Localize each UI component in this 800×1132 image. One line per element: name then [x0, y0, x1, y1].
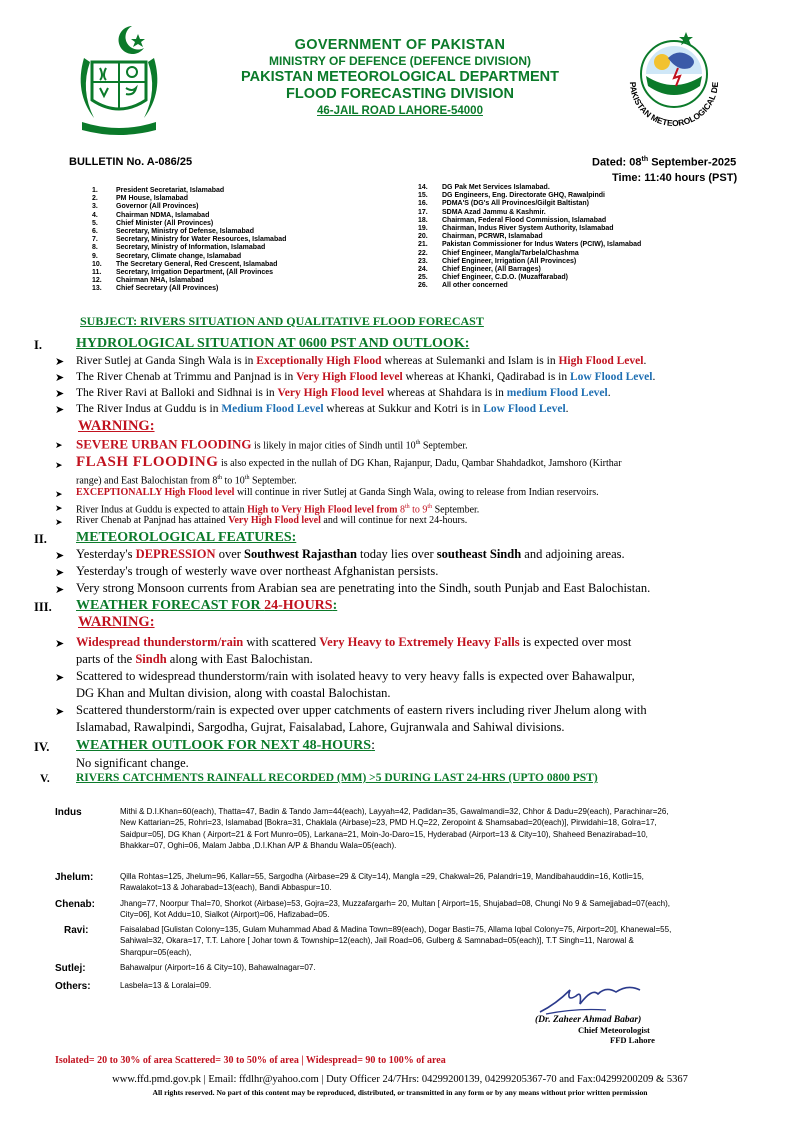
- signature-scribble: [536, 982, 646, 1018]
- distribution-item: [92, 212, 286, 220]
- header-division: FLOOD FORECASTING DIVISION: [286, 86, 514, 102]
- distribution-item-number: 17.: [418, 208, 428, 216]
- distribution-item-text: President Secretariat, Islamabad: [116, 187, 225, 194]
- svg-text:PAKISTAN METEOROLOGICAL DEPART: PAKISTAN METEOROLOGICAL DE: [627, 81, 721, 129]
- arrow-bullet-icon: ➤: [55, 672, 65, 684]
- hydro-line-sutlej: River Sutlej at Ganda Singh Wala is in Exceptionally High Flood whereas at Sulemanki and Islam is in High Flood Level.: [76, 355, 647, 367]
- forecast-scattered-cont: DG Khan and Multan division, along with coastal Balochistan.: [76, 686, 391, 700]
- distribution-item-text: Chairman NHA, Islamabad: [116, 277, 204, 285]
- distribution-item: [418, 200, 641, 208]
- rainfall-river-label: Ravi:: [64, 925, 89, 936]
- distribution-item: [92, 203, 286, 211]
- distribution-item-number: 1.: [92, 187, 98, 194]
- distribution-item-number: 9.: [92, 252, 98, 260]
- distribution-item: [418, 241, 641, 249]
- distribution-item-number: 3.: [92, 203, 98, 211]
- distribution-item-text: DG Pak Met Services Islamabad.: [442, 184, 550, 191]
- met-feature-trough: Yesterday's trough of westerly wave over northeast Afghanistan persists.: [76, 564, 439, 578]
- distribution-item-number: 12.: [92, 277, 102, 285]
- distribution-item: [92, 220, 286, 228]
- distribution-item: [92, 277, 286, 285]
- distribution-item-number: 18.: [418, 216, 428, 224]
- warning-indus-guddu: River Indus at Guddu is expected to attain High to Very High Flood level from 8th to 9th September.: [76, 504, 480, 516]
- hydro-line-ravi: The River Ravi at Balloki and Sidhnai is in Very High Flood level whereas at Shahdara is in medium Flood Level.: [76, 387, 611, 399]
- outlook-text: No significant change.: [76, 756, 189, 770]
- distribution-item-number: 26.: [418, 282, 428, 290]
- warning-flash-flooding-cont: range) and East Balochistan from 8th to 10th September.: [76, 475, 297, 487]
- section-numeral: II.: [34, 532, 47, 546]
- arrow-bullet-icon: ➤: [55, 372, 65, 384]
- arrow-bullet-icon: ➤: [55, 440, 63, 450]
- arrow-bullet-icon: ➤: [55, 706, 65, 718]
- footer-contact: www.ffd.pmd.gov.pk | Email: ffdlhr@yahoo.com | Duty Officer 24/7Hrs: 04299200139, 04299205367-70 and Fax:04299200209 & 5367: [112, 1074, 688, 1085]
- distribution-item-number: 2.: [92, 195, 98, 203]
- distribution-item-text: Secretary, Irrigation Department, (All Provinces: [116, 269, 274, 277]
- rainfall-river-label: Indus: [55, 807, 82, 818]
- forecast-eastern-rivers-cont: Islamabad, Rawalpindi, Sargodha, Gujrat, Faisalabad, Lahore, Gujranwala and Sahiwal divisions.: [76, 720, 565, 734]
- arrow-bullet-icon: ➤: [55, 550, 65, 562]
- distribution-item-number: 22.: [418, 249, 428, 257]
- distribution-item-number: 25.: [418, 274, 428, 282]
- signatory-office: FFD Lahore: [610, 1035, 655, 1045]
- distribution-item-number: 23.: [418, 257, 428, 265]
- arrow-bullet-icon: ➤: [55, 567, 65, 579]
- distribution-item: [418, 184, 641, 192]
- warning-heading: WARNING:: [78, 418, 155, 434]
- rainfall-stations-text: Lasbela=13 & Loralai=09.: [120, 981, 212, 990]
- forecast-scattered: Scattered to widespread thunderstorm/rain with isolated heavy to very heavy falls is expected over Bahawalpur,: [76, 669, 635, 683]
- coverage-legend: Isolated= 20 to 30% of area Scattered= 30 to 50% of area | Widespread= 90 to 100% of area: [55, 1055, 446, 1066]
- distribution-item-number: 6.: [92, 228, 98, 236]
- distribution-item: [418, 233, 641, 241]
- distribution-item-number: 19.: [418, 225, 428, 233]
- distribution-item-text: Chairman, PCRWR, Islamabad: [442, 233, 543, 241]
- distribution-item-text: All other concerned: [442, 282, 508, 290]
- section-numeral: V.: [40, 773, 50, 785]
- distribution-item: [92, 236, 286, 244]
- distribution-item-text: The Secretary General, Red Crescent, Islamabad: [116, 260, 278, 268]
- section-heading-forecast: WEATHER FORECAST FOR 24-HOURS:: [76, 598, 338, 613]
- distribution-item-text: Secretary, Ministry of Defense, Islamabad: [116, 228, 254, 236]
- section-heading-outlook: WEATHER OUTLOOK FOR NEXT 48-HOURS:: [76, 738, 375, 753]
- arrow-bullet-icon: ➤: [55, 584, 65, 596]
- distribution-item: [92, 253, 286, 261]
- distribution-item-text: Chairman, Federal Flood Commission, Islamabad: [442, 216, 607, 224]
- distribution-item: [418, 217, 641, 225]
- rainfall-stations-text: Jhang=77, Noorpur Thal=70, Shorkot (Airbase)=53, Gojra=23, Muzzafargarh= 20, Multan [ Airport=15, Shujabad=08, Chungi No 9 & Samejjabad=07(each), City=06], Kot Addu=10, Sialkot (Airport)=06, Hafizabad=05.: [120, 899, 670, 920]
- distribution-item-text: DG Engineers, Eng. Directorate GHQ, Rawalpindi: [442, 192, 605, 200]
- distribution-item-text: Chief Engineer, Irrigation (All Provinces): [442, 257, 577, 265]
- section-heading-hydrological: HYDROLOGICAL SITUATION AT 0600 PST AND OUTLOOK:: [76, 336, 470, 351]
- rainfall-stations-text: Bahawalpur (Airport=16 & City=10), Bahawalnagar=07.: [120, 963, 316, 972]
- distribution-item-number: 24.: [418, 266, 428, 274]
- rainfall-river-label: Jhelum:: [55, 872, 94, 883]
- distribution-item-number: 4.: [92, 211, 98, 219]
- distribution-item-text: Chief Engineer, Mangla/Tarbela/Chashma: [442, 249, 579, 257]
- distribution-item: [418, 250, 641, 258]
- warning-chenab-panjnad: River Chenab at Panjnad has attained Very High Flood level and will continue for next 24-hours.: [76, 515, 468, 526]
- distribution-item-text: Chief Minister (All Provinces): [116, 219, 214, 227]
- arrow-bullet-icon: ➤: [55, 517, 63, 527]
- rainfall-river-label: Others:: [55, 981, 91, 992]
- distribution-item-number: 20.: [418, 233, 428, 241]
- distribution-item-text: PDMA'S (DG's All Provinces/Gilgit Baltistan): [442, 200, 589, 208]
- rainfall-river-label: Chenab:: [55, 899, 95, 910]
- distribution-item: [92, 228, 286, 236]
- distribution-item-text: PM House, Islamabad: [116, 195, 188, 203]
- signatory-title: Chief Meteorologist: [578, 1025, 650, 1035]
- distribution-item: [418, 192, 641, 200]
- distribution-item-number: 13.: [92, 285, 102, 293]
- arrow-bullet-icon: ➤: [55, 638, 65, 650]
- distribution-item-text: Secretary, Ministry for Water Resources, Islamabad: [116, 236, 287, 244]
- arrow-bullet-icon: ➤: [55, 460, 63, 470]
- distribution-item: [92, 187, 286, 195]
- distribution-item-number: 8.: [92, 244, 98, 252]
- bulletin-time: Time: 11:40 hours (PST): [612, 172, 738, 184]
- arrow-bullet-icon: ➤: [55, 356, 65, 368]
- forecast-widespread-cont: parts of the Sindh along with East Balochistan.: [76, 652, 313, 666]
- distribution-item: [418, 225, 641, 233]
- arrow-bullet-icon: ➤: [55, 404, 65, 416]
- distribution-item-text: Chief Secretary (All Provinces): [116, 285, 219, 293]
- distribution-item-number: 21.: [418, 241, 428, 249]
- distribution-item: [418, 274, 641, 282]
- distribution-item-number: 14.: [418, 184, 428, 191]
- distribution-item-text: Chief Engineer, (All Barrages): [442, 266, 541, 274]
- distribution-item-text: Secretary, Climate change, Islamabad: [116, 252, 242, 260]
- distribution-item-number: 15.: [418, 192, 428, 200]
- warning-sutlej: EXCEPTIONALLY High Flood level will continue in river Sutlej at Ganda Singh Wala, owing to release from Indian reservoirs.: [76, 487, 599, 498]
- warning-urban-flooding: SEVERE URBAN FLOODING is likely in major cities of Sindh until 10th September.: [76, 436, 468, 452]
- distribution-item-text: Chairman, Indus River System Authority, Islamabad: [442, 225, 614, 233]
- section-numeral: III.: [34, 600, 52, 614]
- section-numeral: I.: [34, 338, 42, 352]
- rainfall-stations-text: Mithi & D.I.Khan=60(each), Thatta=47, Badin & Tando Jam=44(each), Layyah=42, Padidan=35, Gawalmandi=32, Chhor & Dadu=29(each), Parachinar=26, New Kattarian=25, Rohri=23, Islamabad [Bokra=31, Chaklala (Airbase)=23, PMD H.Q=22, Zeropoint & Shamsabad=20(each)], Pirwidahi=18, Golra=17, Saidpur=05], DG Khan ( Airport=21 & Fort Munro=05), Larkana=21, Moin-Jo-Daro=15, Hyderabad (Airport=13 & City=10), Shaheed Benazirabad=10, Bhakkar=07, Oghi=06, Malam Jabba ,D.I.Khan A/P & Bhandu Wala=05(each).: [120, 807, 669, 851]
- distribution-item: [418, 266, 641, 274]
- hydro-line-chenab: The River Chenab at Trimmu and Panjnad is in Very High Flood level whereas at Khanki, Qadirabad is in Low Flood Level.: [76, 371, 656, 383]
- header-government: GOVERNMENT OF PAKISTAN: [294, 37, 506, 53]
- distribution-list-right: [418, 184, 641, 291]
- bulletin-number: BULLETIN No. A-086/25: [69, 156, 193, 168]
- distribution-item: [418, 209, 641, 217]
- header-ministry: MINISTRY OF DEFENCE (DEFENCE DIVISION): [268, 54, 532, 68]
- section-numeral: IV.: [34, 740, 50, 754]
- footer-rights: All rights reserved. No part of this content may be reproduced, distributed, or transmitted in any form or by any means without prior written permission: [152, 1088, 648, 1097]
- distribution-item: [92, 261, 286, 269]
- distribution-item-number: 11.: [92, 269, 102, 277]
- distribution-list-left: [92, 187, 286, 294]
- signatory-name: (Dr. Zaheer Ahmad Babar): [535, 1015, 642, 1025]
- arrow-bullet-icon: ➤: [55, 503, 63, 513]
- met-feature-monsoon: Very strong Monsoon currents from Arabian sea are penetrating into the Sindh, south Punjab and East Balochistan.: [76, 581, 651, 595]
- distribution-item: [92, 269, 286, 277]
- distribution-item-text: SDMA Azad Jammu & Kashmir.: [442, 208, 546, 216]
- distribution-item-text: Governor (All Provinces): [116, 203, 199, 211]
- header-address: 46-JAIL ROAD LAHORE-54000: [317, 105, 483, 117]
- subject-line: SUBJECT: RIVERS SITUATION AND QUALITATIVE FLOOD FORECAST: [80, 314, 484, 328]
- distribution-item: [92, 195, 286, 203]
- distribution-item-number: 10.: [92, 260, 102, 268]
- pmd-seal: [612, 24, 736, 148]
- met-feature-depression: Yesterday's DEPRESSION over Southwest Rajasthan today lies over southeast Sindh and adjoining areas.: [76, 547, 625, 561]
- header-department: PAKISTAN METEOROLOGICAL DEPARTMENT: [241, 69, 559, 85]
- rainfall-stations-text: Qilla Rohtas=125, Jhelum=96, Kallar=55, Sargodha (Airbase=29 & City=14), Mangla =29, Chakwal=26, Palandri=19, Mandibahauddin=16, Kotli=15, Rawalakot=13 & Joharabad=13(each), Bandi Abbaspur=10.: [120, 872, 644, 893]
- hydro-line-indus: The River Indus at Guddu is in Medium Flood Level whereas at Sukkur and Kotri is in Low Flood Level.: [76, 403, 569, 415]
- distribution-item-text: Chairman NDMA, Islamabad: [116, 211, 210, 219]
- distribution-item-text: Pakistan Commissioner for Indus Waters (PCIW), Islamabad: [442, 241, 642, 249]
- arrow-bullet-icon: ➤: [55, 388, 65, 400]
- forecast-eastern-rivers: Scattered thunderstorm/rain is expected over upper catchments of eastern rivers including river Jhelum along with: [76, 703, 647, 717]
- distribution-item-text: Secretary, Ministry of Information, Islamabad: [116, 244, 266, 252]
- government-emblem: [72, 22, 166, 138]
- forecast-widespread: Widespread thunderstorm/rain with scattered Very Heavy to Extremely Heavy Falls is expected over most: [76, 635, 632, 649]
- rainfall-river-label: Sutlej:: [55, 963, 86, 974]
- warning-heading: WARNING:: [78, 614, 155, 630]
- distribution-item-text: Chief Engineer, C.D.O. (Muzaffarabad): [442, 274, 569, 282]
- distribution-item-number: 16.: [418, 200, 428, 208]
- distribution-item-number: 7.: [92, 236, 98, 244]
- distribution-item: [92, 285, 286, 293]
- distribution-item: [92, 244, 286, 252]
- arrow-bullet-icon: ➤: [55, 489, 63, 499]
- section-heading-meteorological: METEOROLOGICAL FEATURES:: [76, 530, 297, 545]
- distribution-item: [418, 282, 641, 290]
- bulletin-date: Dated: 08th September-2025: [592, 156, 737, 169]
- distribution-item: [418, 258, 641, 266]
- rainfall-stations-text: Faisalabad [Gulistan Colony=135, Gulam Muhammad Abad & Madina Town=89(each), Dogar Basti=75, Allama Iqbal Colony=75, Airport=20], Khanewal=55, Sahiwal=32, Okara=17, T.T. Lahore [ Johar town & Township=12(each), Jail Road=06, Gulberg & Samnabad=05(each)], T.T Singh=11, Narowal & Sharqpur=05(each),: [120, 925, 672, 957]
- section-heading-rainfall: RIVERS CATCHMENTS RAINFALL RECORDED (MM) >5 DURING LAST 24-HRS (UPTO 0800 PST): [76, 772, 598, 784]
- warning-flash-flooding: FLASH FLOODING is also expected in the nullah of DG Khan, Rajanpur, Dadu, Qambar Shahdadkot, Jamshoro (Kirthar: [76, 454, 622, 470]
- distribution-item-number: 5.: [92, 219, 98, 227]
